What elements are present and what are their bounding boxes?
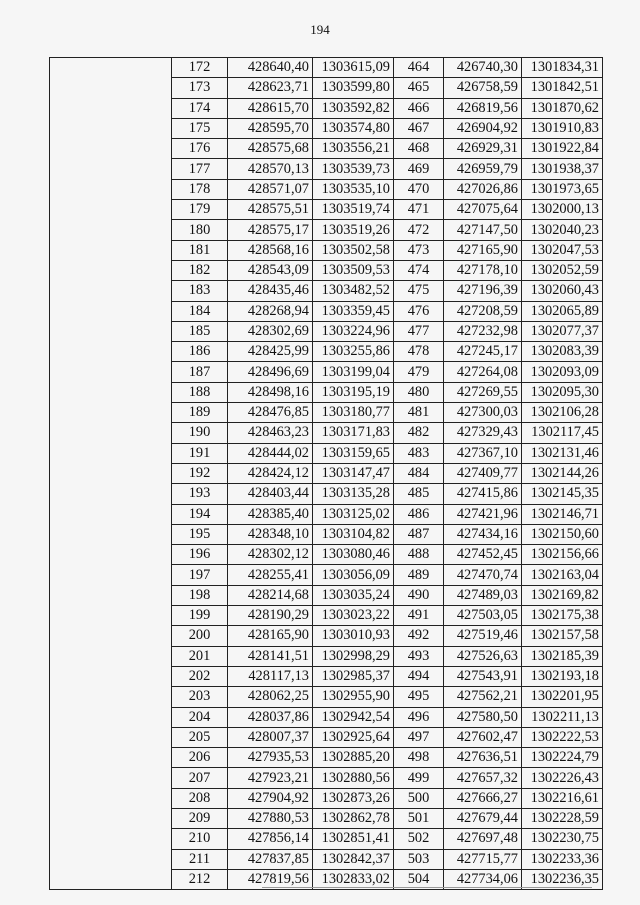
y-coordinate-left: 1303502,58: [313, 240, 394, 260]
x-coordinate-right: 427165,90: [444, 240, 522, 260]
x-coordinate-left: 428037,86: [228, 707, 313, 727]
x-coordinate-left: 427837,85: [228, 849, 313, 869]
point-number-right: 480: [394, 382, 444, 402]
point-number-left: 211: [172, 849, 228, 869]
point-number-right: 504: [394, 869, 444, 889]
point-number-right: 482: [394, 423, 444, 443]
x-coordinate-right: 427666,27: [444, 788, 522, 808]
y-coordinate-right: 1302144,26: [522, 463, 603, 483]
point-number-left: 181: [172, 240, 228, 260]
x-coordinate-right: 427657,32: [444, 768, 522, 788]
y-coordinate-left: 1303509,53: [313, 260, 394, 280]
y-coordinate-left: 1303023,22: [313, 606, 394, 626]
y-coordinate-right: 1302163,04: [522, 565, 603, 585]
x-coordinate-right: 427543,91: [444, 666, 522, 686]
point-number-right: 502: [394, 829, 444, 849]
x-coordinate-right: 427679,44: [444, 808, 522, 828]
y-coordinate-left: 1303482,52: [313, 281, 394, 301]
y-coordinate-left: 1303195,19: [313, 382, 394, 402]
point-number-left: 174: [172, 98, 228, 118]
x-coordinate-left: 428007,37: [228, 727, 313, 747]
y-coordinate-right: 1302193,18: [522, 666, 603, 686]
x-coordinate-right: 427264,08: [444, 362, 522, 382]
point-number-right: 484: [394, 463, 444, 483]
point-number-right: 495: [394, 687, 444, 707]
x-coordinate-left: 428165,90: [228, 626, 313, 646]
point-number-left: 177: [172, 159, 228, 179]
x-coordinate-left: 428575,17: [228, 220, 313, 240]
point-number-right: 467: [394, 118, 444, 138]
y-coordinate-right: 1302228,59: [522, 808, 603, 828]
x-coordinate-right: 427434,16: [444, 524, 522, 544]
x-coordinate-left: 428498,16: [228, 382, 313, 402]
x-coordinate-left: 428570,13: [228, 159, 313, 179]
x-coordinate-left: 428425,99: [228, 342, 313, 362]
point-number-right: 503: [394, 849, 444, 869]
point-number-left: 203: [172, 687, 228, 707]
y-coordinate-right: 1302077,37: [522, 321, 603, 341]
point-number-right: 464: [394, 58, 444, 78]
x-coordinate-right: 427245,17: [444, 342, 522, 362]
y-coordinate-right: 1301834,31: [522, 58, 603, 78]
y-coordinate-right: 1302175,38: [522, 606, 603, 626]
y-coordinate-left: 1303171,83: [313, 423, 394, 443]
y-coordinate-left: 1303255,86: [313, 342, 394, 362]
point-number-right: 491: [394, 606, 444, 626]
x-coordinate-right: 426904,92: [444, 118, 522, 138]
y-coordinate-left: 1303535,10: [313, 179, 394, 199]
point-number-left: 173: [172, 78, 228, 98]
point-number-left: 212: [172, 869, 228, 889]
x-coordinate-right: 427519,46: [444, 626, 522, 646]
point-number-right: 474: [394, 260, 444, 280]
x-coordinate-left: 428190,29: [228, 606, 313, 626]
x-coordinate-left: 428268,94: [228, 301, 313, 321]
x-coordinate-left: 428444,02: [228, 443, 313, 463]
x-coordinate-right: 426929,31: [444, 139, 522, 159]
y-coordinate-left: 1303599,80: [313, 78, 394, 98]
x-coordinate-right: 427367,10: [444, 443, 522, 463]
y-coordinate-left: 1303224,96: [313, 321, 394, 341]
y-coordinate-right: 1302000,13: [522, 200, 603, 220]
x-coordinate-left: 428141,51: [228, 646, 313, 666]
y-coordinate-right: 1301842,51: [522, 78, 603, 98]
point-number-right: 469: [394, 159, 444, 179]
y-coordinate-left: 1302985,37: [313, 666, 394, 686]
point-number-right: 501: [394, 808, 444, 828]
point-number-right: 497: [394, 727, 444, 747]
y-coordinate-right: 1302040,23: [522, 220, 603, 240]
y-coordinate-left: 1303615,09: [313, 58, 394, 78]
point-number-left: 196: [172, 545, 228, 565]
point-number-left: 190: [172, 423, 228, 443]
y-coordinate-right: 1301922,84: [522, 139, 603, 159]
y-coordinate-right: 1302093,09: [522, 362, 603, 382]
y-coordinate-right: 1302117,45: [522, 423, 603, 443]
point-number-right: 470: [394, 179, 444, 199]
y-coordinate-right: 1302216,61: [522, 788, 603, 808]
x-coordinate-left: 427856,14: [228, 829, 313, 849]
y-coordinate-right: 1301870,62: [522, 98, 603, 118]
point-number-left: 194: [172, 504, 228, 524]
point-number-right: 486: [394, 504, 444, 524]
point-number-left: 191: [172, 443, 228, 463]
point-number-right: 473: [394, 240, 444, 260]
point-number-right: 487: [394, 524, 444, 544]
coordinates-table: [49, 57, 603, 890]
y-coordinate-right: 1302145,35: [522, 484, 603, 504]
x-coordinate-right: 426959,79: [444, 159, 522, 179]
x-coordinate-left: 428385,40: [228, 504, 313, 524]
x-coordinate-right: 427734,06: [444, 869, 522, 889]
y-coordinate-left: 1303574,80: [313, 118, 394, 138]
y-coordinate-left: 1303010,93: [313, 626, 394, 646]
point-number-left: 179: [172, 200, 228, 220]
point-number-left: 200: [172, 626, 228, 646]
x-coordinate-left: 427923,21: [228, 768, 313, 788]
y-coordinate-right: 1302201,95: [522, 687, 603, 707]
y-coordinate-right: 1302157,58: [522, 626, 603, 646]
y-coordinate-left: 1302873,26: [313, 788, 394, 808]
point-number-right: 499: [394, 768, 444, 788]
x-coordinate-right: 426740,30: [444, 58, 522, 78]
point-number-right: 498: [394, 748, 444, 768]
y-coordinate-right: 1302065,89: [522, 301, 603, 321]
point-number-left: 210: [172, 829, 228, 849]
x-coordinate-left: 428255,41: [228, 565, 313, 585]
x-coordinate-left: 428302,12: [228, 545, 313, 565]
y-coordinate-right: 1302131,46: [522, 443, 603, 463]
x-coordinate-right: 427421,96: [444, 504, 522, 524]
x-coordinate-right: 427196,39: [444, 281, 522, 301]
x-coordinate-right: 427208,59: [444, 301, 522, 321]
point-number-right: 477: [394, 321, 444, 341]
y-coordinate-right: 1302185,39: [522, 646, 603, 666]
x-coordinate-left: 427935,53: [228, 748, 313, 768]
x-coordinate-right: 427178,10: [444, 260, 522, 280]
x-coordinate-left: 428348,10: [228, 524, 313, 544]
y-coordinate-right: 1302060,43: [522, 281, 603, 301]
point-number-left: 186: [172, 342, 228, 362]
x-coordinate-left: 428062,25: [228, 687, 313, 707]
y-coordinate-left: 1303519,74: [313, 200, 394, 220]
x-coordinate-right: 427026,86: [444, 179, 522, 199]
point-number-left: 202: [172, 666, 228, 686]
page-number: 194: [310, 22, 330, 37]
point-number-right: 475: [394, 281, 444, 301]
x-coordinate-right: 427232,98: [444, 321, 522, 341]
x-coordinate-left: 428640,40: [228, 58, 313, 78]
y-coordinate-left: 1303539,73: [313, 159, 394, 179]
y-coordinate-left: 1303147,47: [313, 463, 394, 483]
point-number-left: 187: [172, 362, 228, 382]
x-coordinate-left: 428623,71: [228, 78, 313, 98]
point-number-left: 180: [172, 220, 228, 240]
x-coordinate-left: 428595,70: [228, 118, 313, 138]
x-coordinate-left: 428435,46: [228, 281, 313, 301]
y-coordinate-right: 1301910,83: [522, 118, 603, 138]
y-coordinate-right: 1302095,30: [522, 382, 603, 402]
y-coordinate-left: 1302842,37: [313, 849, 394, 869]
x-coordinate-left: 428302,69: [228, 321, 313, 341]
point-number-right: 483: [394, 443, 444, 463]
point-number-left: 183: [172, 281, 228, 301]
y-coordinate-right: 1302169,82: [522, 585, 603, 605]
y-coordinate-left: 1302925,64: [313, 727, 394, 747]
y-coordinate-right: 1302211,13: [522, 707, 603, 727]
x-coordinate-right: 427329,43: [444, 423, 522, 443]
y-coordinate-right: 1302224,79: [522, 748, 603, 768]
y-coordinate-left: 1303180,77: [313, 403, 394, 423]
y-coordinate-left: 1302998,29: [313, 646, 394, 666]
x-coordinate-right: 427409,77: [444, 463, 522, 483]
y-coordinate-left: 1303035,24: [313, 585, 394, 605]
y-coordinate-right: 1302233,36: [522, 849, 603, 869]
x-coordinate-right: 427147,50: [444, 220, 522, 240]
x-coordinate-left: 428403,44: [228, 484, 313, 504]
point-number-right: 466: [394, 98, 444, 118]
point-number-left: 178: [172, 179, 228, 199]
point-number-left: 185: [172, 321, 228, 341]
point-number-right: 472: [394, 220, 444, 240]
y-coordinate-left: 1303080,46: [313, 545, 394, 565]
x-coordinate-left: 428615,70: [228, 98, 313, 118]
point-number-left: 197: [172, 565, 228, 585]
y-coordinate-left: 1302862,78: [313, 808, 394, 828]
point-number-left: 207: [172, 768, 228, 788]
x-coordinate-left: 428568,16: [228, 240, 313, 260]
x-coordinate-left: 428575,51: [228, 200, 313, 220]
y-coordinate-left: 1303159,65: [313, 443, 394, 463]
point-number-left: 206: [172, 748, 228, 768]
y-coordinate-right: 1301973,65: [522, 179, 603, 199]
x-coordinate-right: 427415,86: [444, 484, 522, 504]
point-number-right: 494: [394, 666, 444, 686]
x-coordinate-left: 428543,09: [228, 260, 313, 280]
x-coordinate-right: 427580,50: [444, 707, 522, 727]
y-coordinate-left: 1303199,04: [313, 362, 394, 382]
point-number-left: 172: [172, 58, 228, 78]
point-number-left: 192: [172, 463, 228, 483]
y-coordinate-left: 1302833,02: [313, 869, 394, 889]
x-coordinate-left: 427904,92: [228, 788, 313, 808]
y-coordinate-left: 1303359,45: [313, 301, 394, 321]
y-coordinate-right: 1302106,28: [522, 403, 603, 423]
point-number-left: 184: [172, 301, 228, 321]
point-number-right: 489: [394, 565, 444, 585]
point-number-left: 205: [172, 727, 228, 747]
bottom-rule: [262, 887, 592, 888]
point-number-left: 189: [172, 403, 228, 423]
y-coordinate-left: 1302880,56: [313, 768, 394, 788]
y-coordinate-left: 1303056,09: [313, 565, 394, 585]
y-coordinate-right: 1302150,60: [522, 524, 603, 544]
point-number-left: 204: [172, 707, 228, 727]
x-coordinate-left: 427880,53: [228, 808, 313, 828]
point-number-right: 465: [394, 78, 444, 98]
y-coordinate-right: 1302052,59: [522, 260, 603, 280]
point-number-right: 493: [394, 646, 444, 666]
point-number-left: 201: [172, 646, 228, 666]
point-number-right: 476: [394, 301, 444, 321]
x-coordinate-right: 427715,77: [444, 849, 522, 869]
x-coordinate-left: 427819,56: [228, 869, 313, 889]
y-coordinate-left: 1303125,02: [313, 504, 394, 524]
x-coordinate-left: 428496,69: [228, 362, 313, 382]
x-coordinate-right: 427697,48: [444, 829, 522, 849]
y-coordinate-left: 1303592,82: [313, 98, 394, 118]
point-number-left: 193: [172, 484, 228, 504]
point-number-right: 485: [394, 484, 444, 504]
x-coordinate-right: 427452,45: [444, 545, 522, 565]
x-coordinate-right: 426819,56: [444, 98, 522, 118]
y-coordinate-left: 1303519,26: [313, 220, 394, 240]
x-coordinate-right: 426758,59: [444, 78, 522, 98]
point-number-right: 471: [394, 200, 444, 220]
y-coordinate-left: 1302942,54: [313, 707, 394, 727]
x-coordinate-right: 427269,55: [444, 382, 522, 402]
point-number-left: 208: [172, 788, 228, 808]
point-number-right: 468: [394, 139, 444, 159]
point-number-left: 195: [172, 524, 228, 544]
point-number-left: 209: [172, 808, 228, 828]
x-coordinate-right: 427300,03: [444, 403, 522, 423]
point-number-right: 479: [394, 362, 444, 382]
x-coordinate-right: 427562,21: [444, 687, 522, 707]
y-coordinate-right: 1302156,66: [522, 545, 603, 565]
y-coordinate-right: 1302146,71: [522, 504, 603, 524]
point-number-right: 492: [394, 626, 444, 646]
x-coordinate-left: 428571,07: [228, 179, 313, 199]
point-number-left: 199: [172, 606, 228, 626]
y-coordinate-right: 1301938,37: [522, 159, 603, 179]
x-coordinate-left: 428214,68: [228, 585, 313, 605]
y-coordinate-right: 1302083,39: [522, 342, 603, 362]
point-number-right: 496: [394, 707, 444, 727]
table-row: [50, 58, 603, 78]
y-coordinate-right: 1302047,53: [522, 240, 603, 260]
x-coordinate-right: 427526,63: [444, 646, 522, 666]
y-coordinate-left: 1303556,21: [313, 139, 394, 159]
point-number-right: 481: [394, 403, 444, 423]
point-number-left: 182: [172, 260, 228, 280]
empty-label-cell: [50, 58, 172, 890]
point-number-left: 175: [172, 118, 228, 138]
point-number-right: 490: [394, 585, 444, 605]
point-number-left: 176: [172, 139, 228, 159]
y-coordinate-left: 1303104,82: [313, 524, 394, 544]
x-coordinate-right: 427075,64: [444, 200, 522, 220]
x-coordinate-left: 428117,13: [228, 666, 313, 686]
coordinates-table-body: [50, 58, 603, 890]
x-coordinate-right: 427503,05: [444, 606, 522, 626]
y-coordinate-right: 1302222,53: [522, 727, 603, 747]
y-coordinate-right: 1302236,35: [522, 869, 603, 889]
x-coordinate-right: 427636,51: [444, 748, 522, 768]
y-coordinate-left: 1302885,20: [313, 748, 394, 768]
point-number-right: 488: [394, 545, 444, 565]
point-number-right: 500: [394, 788, 444, 808]
y-coordinate-left: 1302955,90: [313, 687, 394, 707]
x-coordinate-left: 428424,12: [228, 463, 313, 483]
point-number-left: 188: [172, 382, 228, 402]
y-coordinate-left: 1303135,28: [313, 484, 394, 504]
x-coordinate-left: 428463,23: [228, 423, 313, 443]
y-coordinate-left: 1302851,41: [313, 829, 394, 849]
point-number-left: 198: [172, 585, 228, 605]
x-coordinate-right: 427602,47: [444, 727, 522, 747]
point-number-right: 478: [394, 342, 444, 362]
x-coordinate-right: 427470,74: [444, 565, 522, 585]
y-coordinate-right: 1302226,43: [522, 768, 603, 788]
x-coordinate-left: 428476,85: [228, 403, 313, 423]
x-coordinate-left: 428575,68: [228, 139, 313, 159]
x-coordinate-right: 427489,03: [444, 585, 522, 605]
y-coordinate-right: 1302230,75: [522, 829, 603, 849]
